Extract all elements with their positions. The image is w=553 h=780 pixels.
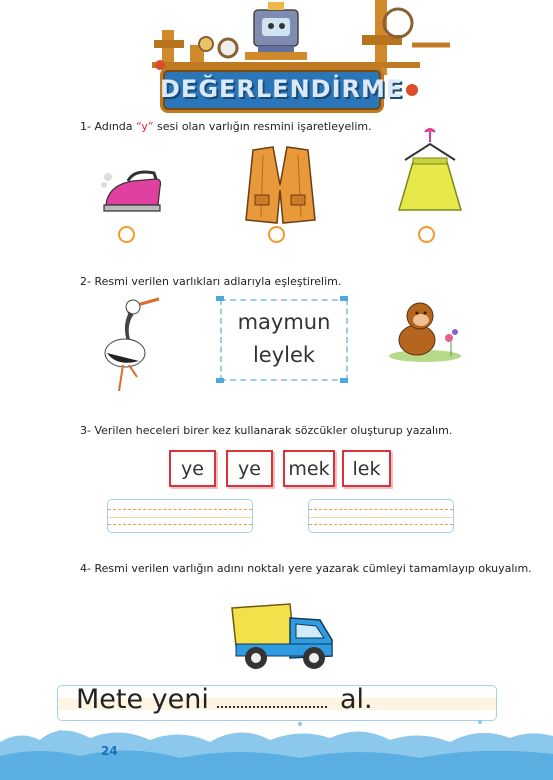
word-box bbox=[220, 299, 348, 381]
truck-image bbox=[228, 600, 338, 672]
syllable-card[interactable] bbox=[169, 450, 216, 487]
answer-circle-skirt[interactable] bbox=[418, 226, 435, 243]
sentence-start: Mete yeni bbox=[76, 684, 209, 715]
question-2: 2- Resmi verilen varlıkları adlarıyla eşleştirelim. bbox=[80, 275, 342, 288]
question-1-highlight: “y” bbox=[136, 120, 154, 133]
sentence-end: al. bbox=[340, 684, 373, 715]
question-1-prefix: 1- Adında bbox=[80, 120, 137, 133]
tape-corner bbox=[216, 378, 224, 383]
question-3: 3- Verilen heceleri birer kez kullanarak sözcükler oluşturup yazalım. bbox=[80, 424, 453, 437]
syllable-text: lek bbox=[352, 458, 381, 480]
answer-blank[interactable] bbox=[217, 706, 327, 708]
word-monkey[interactable]: maymun bbox=[237, 310, 331, 334]
tape-corner bbox=[340, 296, 348, 301]
word-stork[interactable]: leylek bbox=[252, 343, 316, 367]
iron-image bbox=[98, 165, 168, 215]
tape-corner bbox=[340, 378, 348, 383]
syllable-text: mek bbox=[288, 458, 330, 480]
syllable-text: ye bbox=[181, 458, 204, 480]
syllable-card[interactable] bbox=[342, 450, 391, 487]
question-1-suffix: sesi olan varlığın resmini işaretleyelim. bbox=[153, 120, 372, 133]
answer-circle-vest[interactable] bbox=[268, 226, 285, 243]
monkey-image bbox=[385, 298, 465, 363]
question-1 bbox=[80, 120, 372, 133]
answer-circle-iron[interactable] bbox=[118, 226, 135, 243]
syllable-card[interactable] bbox=[226, 450, 273, 487]
vest-image bbox=[243, 145, 318, 225]
page-title: DEĞERLENDİRME bbox=[160, 75, 404, 103]
syllable-card[interactable] bbox=[283, 450, 335, 487]
syllable-text: ye bbox=[238, 458, 261, 480]
writing-line-1[interactable] bbox=[107, 499, 253, 533]
question-4: 4- Resmi verilen varlığın adını noktalı yere yazarak cümleyi tamamlayıp okuyalım. bbox=[80, 562, 532, 575]
tape-corner bbox=[216, 296, 224, 301]
stork-image bbox=[97, 295, 167, 395]
page-number: 24 bbox=[101, 744, 118, 758]
writing-line-2[interactable] bbox=[308, 499, 454, 533]
footer-splash-decoration bbox=[0, 712, 553, 780]
skirt-image bbox=[395, 128, 465, 218]
